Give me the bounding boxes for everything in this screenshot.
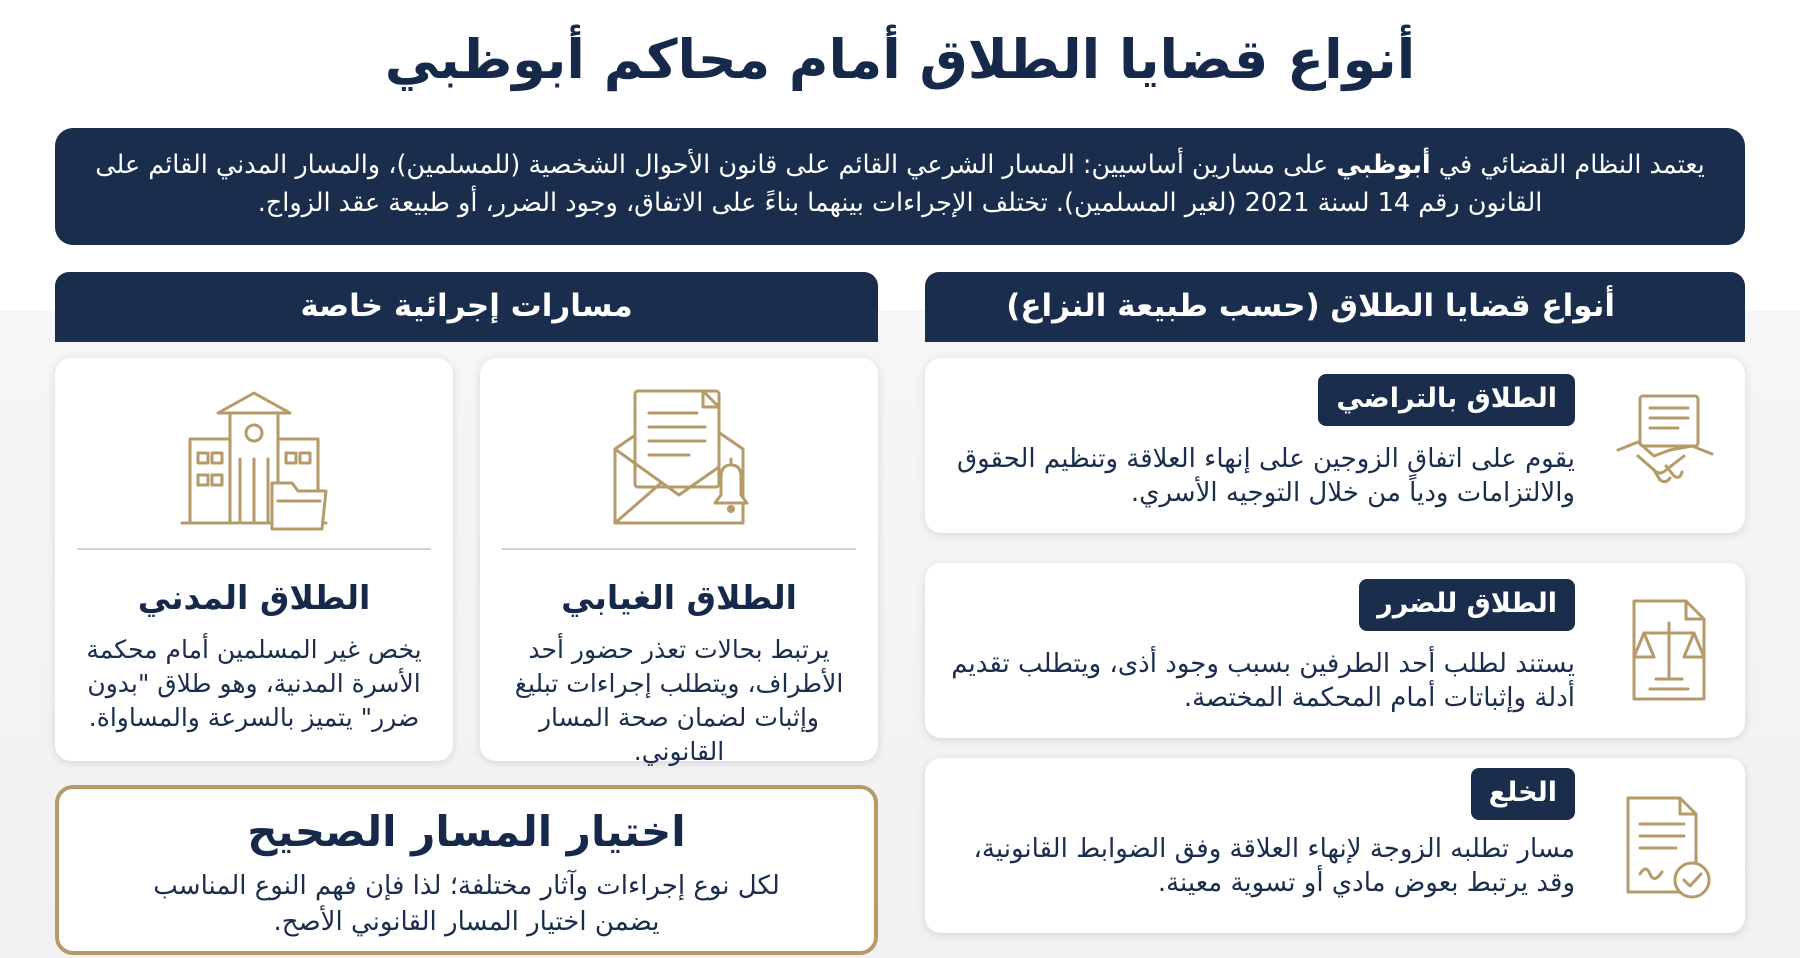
type-title-badge: الطلاق بالتراضي (1318, 374, 1575, 426)
choose-path-title: اختيار المسار الصحيح (247, 807, 686, 856)
procedure-description (77, 633, 431, 735)
type-desc-line: وقد يرتبط بعوض مادي أو تسوية معينة. (1157, 868, 1575, 898)
page-title: أنواع قضايا الطلاق أمام محاكم أبوظبي (384, 28, 1416, 91)
card-divider (77, 548, 431, 550)
intro-text-start: يعتمد النظام القضائي في (1430, 150, 1705, 180)
procedure-description (502, 633, 856, 769)
courthouse-folder-icon (174, 383, 334, 533)
document-check-icon (1610, 794, 1720, 904)
choose-path-box (55, 785, 878, 955)
type-card-harm (925, 563, 1745, 738)
procedures-header: مسارات إجرائية خاصة (55, 272, 878, 342)
type-description (945, 832, 1575, 900)
procedure-card-absentia (480, 358, 878, 766)
handshake-document-icon (1610, 390, 1720, 500)
choose-path-description (59, 868, 874, 940)
type-title-badge: الخلع (1471, 768, 1575, 820)
type-desc-line: مسار تطلبه الزوجة لإنهاء العلاقة وفق الضوابط القانونية، (973, 834, 1575, 864)
type-desc-line: يقوم على اتفاق الزوجين على إنهاء العلاقة وتنظيم الحقوق (956, 444, 1575, 474)
procedure-desc-line: ضرر" يتميز بالسرعة والمساواة. (88, 703, 420, 732)
procedure-desc-line: وإثبات لضمان صحة المسار القانوني. (538, 703, 820, 766)
scales-document-icon (1610, 595, 1720, 705)
intro-bold-city: أبوظبي (1336, 150, 1431, 180)
intro-banner (55, 128, 1745, 245)
type-description (945, 647, 1575, 715)
procedure-desc-line: الأسرة المدنية، وهو طلاق "بدون (87, 669, 421, 698)
type-card-khula (925, 758, 1745, 933)
choose-desc-line: لكل نوع إجراءات وآثار مختلفة؛ لذا فإن فهم النوع المناسب (153, 871, 780, 901)
procedure-title: الطلاق المدني (137, 578, 371, 617)
type-card-mutual-consent (925, 358, 1745, 533)
types-header: أنواع قضايا الطلاق (حسب طبيعة النزاع) (925, 272, 1745, 342)
card-divider (502, 548, 856, 550)
type-desc-line: أدلة وإثباتات أمام المحكمة المختصة. (1183, 683, 1575, 713)
type-desc-line: يستند لطلب أحد الطرفين بسبب وجود أذى، ويتطلب تقديم (951, 649, 1575, 679)
intro-text-rest: على مسارين أساسيين: المسار الشرعي القائم على قانون الأحوال الشخصية (للمسلمين)، والمسار المدني القائم على القانون رقم 14 لسنة 2021 (لغير المسلمين). تختلف الإجراءات بينهما بناءً على الاتفاق، وجود الضرر، أو طبيعة عقد الزواج. (95, 150, 1543, 218)
type-desc-line: والالتزامات ودياً من خلال التوجيه الأسري. (1130, 478, 1575, 508)
envelope-bell-icon (599, 383, 759, 533)
procedure-card-civil (55, 358, 453, 761)
procedure-desc-line: الأطراف، ويتطلب إجراءات تبليغ (514, 669, 844, 698)
type-description (945, 442, 1575, 510)
procedure-desc-line: يرتبط بحالات تعذر حضور أحد (528, 635, 830, 664)
choose-desc-line: يضمن اختيار المسار القانوني الأصح. (273, 907, 660, 937)
type-title-badge: الطلاق للضرر (1359, 579, 1575, 631)
procedure-desc-line: يخص غير المسلمين أمام محكمة (86, 635, 422, 664)
procedure-title: الطلاق الغيابي (561, 578, 797, 617)
